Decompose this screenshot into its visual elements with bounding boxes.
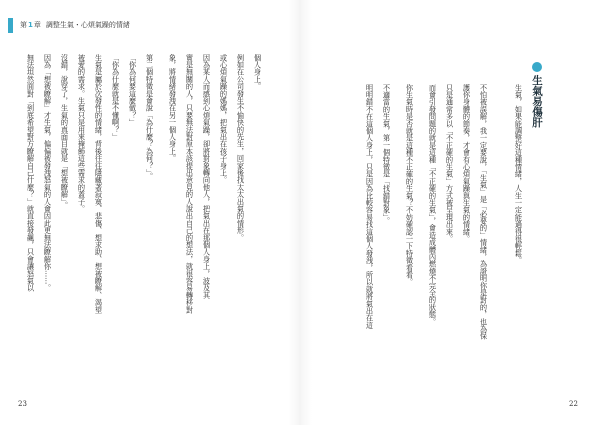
left-text-column: 第二個特徵是會說「為什麼？為何？」。	[145, 54, 155, 180]
right-text-column: 不適當的生氣，第一個特徵是「找錯對象」。	[382, 84, 392, 225]
right-text-column: 生氣，如果能調整好這種情緒，人生一定能過得很輕鬆。	[514, 84, 524, 264]
left-text-column: 被愛的需求。生氣只是用來掩飾這些需求的蓋子。	[77, 54, 87, 213]
left-text-column: 個人身上。	[253, 54, 263, 90]
right-text-column: 你生氣時是否就是這種不正確的生氣？不妨確認一下特徵看看。	[405, 84, 415, 286]
left-text-column: 象，將情緒發洩在另一個人身上。	[168, 54, 178, 162]
left-text-column: 因為某人而感到心煩氣躁，卻將對象轉向他人，把氣出在那個人身上，波及其	[202, 54, 212, 299]
left-text-column: 實是無關的人，只要無法對原本該提出意見的人說出自己的想法，就很容易轉移對	[185, 54, 195, 314]
right-text-column: 只是通常多以「不正確的生氣」方式被呈現出來。	[445, 84, 455, 243]
left-text-column: 或心煩氣躁的媽媽，把氣出在孩子身上。	[219, 54, 229, 184]
section-heading: 生氣易傷肝	[531, 75, 543, 128]
left-text-column: 無法坦然面對「到底希望對方瞭解自己什麼？」就直接發飆，只會讓怒氣以	[26, 54, 36, 292]
left-text-column: 「你為何要這麼做？」	[128, 54, 138, 126]
left-text-column: 例如在公司發生不愉快的先生，回家後找太太出氣的情形。	[236, 54, 246, 242]
chapter-number: 1	[28, 21, 33, 29]
chapter-marker-icon	[8, 18, 13, 33]
left-text-column: 沒錯，說穿了，生氣的真面目就是「想被瞭解」。	[60, 54, 70, 209]
left-text-column: 因為「想被瞭解」才生氣，偏偏被發洩怒氣的人會因此更無法瞭解你……。	[43, 54, 53, 292]
left-text-column: 「你為什麼就是不懂啊？」	[111, 54, 121, 141]
right-text-column: 不怕被誤解，我一定要說，「生氣」是「必要的」情緒，為證明你是對的，也為保	[479, 84, 489, 340]
left-text-column: 生氣是屬於次發性的情緒，背後往往隱藏著寂寞、悲傷、想求助、想被瞭解、渴望	[94, 54, 104, 314]
right-text-column: 護你身體的節奏，才會有心煩氣躁與生氣的情緒。	[462, 84, 472, 243]
chapter-title: 調整生氣・心煩氣躁的情緒	[45, 21, 130, 29]
running-header	[20, 21, 130, 30]
chapter-suffix: 章	[33, 21, 41, 29]
right-page-number: 22	[569, 400, 578, 408]
left-page-number: 23	[18, 400, 27, 408]
filled-circle-icon	[532, 62, 542, 72]
chapter-prefix: 第	[20, 21, 27, 29]
right-text-column: 而會引發問題的就是這種「不正確的生氣」，會造成體內燃燒不完全的狀態。	[428, 84, 438, 326]
right-text-column: 明明錯不在這個人身上，只是因為比較容易找這個人發洩，所以就將氣出在這	[365, 84, 375, 329]
